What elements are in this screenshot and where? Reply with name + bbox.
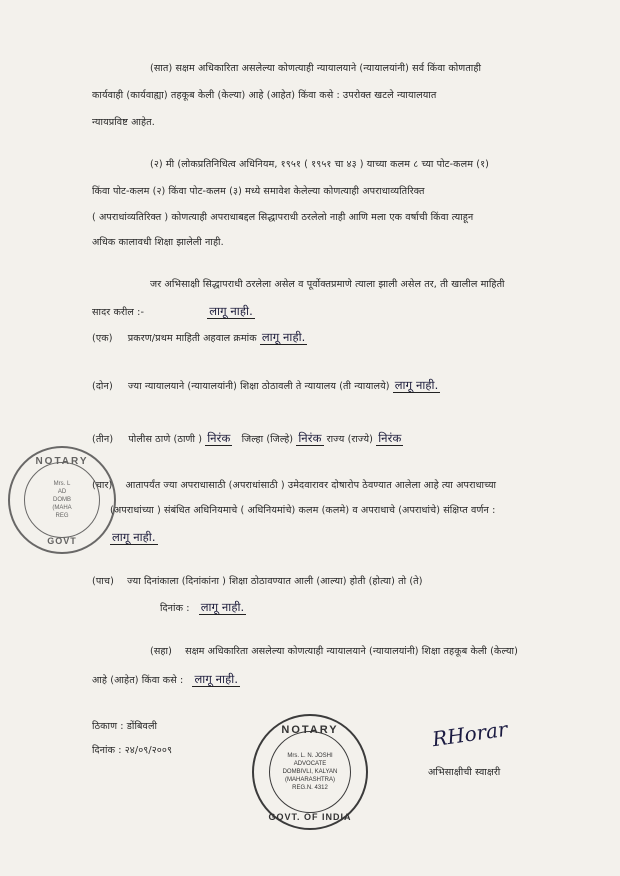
- item-teen-state-answer: निरंक: [378, 431, 402, 445]
- para-2-line4: अधिक कालावधी शिक्षा झालेली नाही.: [92, 237, 224, 248]
- intro-line1: जर अभिसाक्षी सिद्धापराधी ठरलेला असेल व पूर्वोक्तप्रमाणे त्याला झाली असेल तर, ती खालील माहिती: [150, 279, 505, 290]
- notary-stamp-line5: REG.N. 4312: [292, 785, 328, 791]
- item-pach-line1: [92, 575, 423, 589]
- notary-stamp-partial-bottom: GOVT: [47, 536, 77, 546]
- item-teen-district-answer: निरंक: [298, 431, 322, 445]
- item-pach-label: (पाच): [92, 576, 114, 587]
- notary-stamp: [252, 714, 368, 830]
- intro-line2-text: सादर करील :-: [92, 307, 145, 318]
- notary-stamp-partial-line4: (MAHA: [52, 505, 72, 511]
- item-char-text1: आतापर्यंत ज्या अपराधासाठी (अपराधांसाठी ) उमेदवारावर दोषारोप ठेवण्यात आलेला आहे त्या अपराधाच्या: [125, 480, 497, 491]
- para-saha-line2: कार्यवाही (कार्यवाह्या) तहकूब केली (केल्या) आहे (आहेत) किंवा कसे : उपरोक्त खटले न्यायालयात: [92, 90, 437, 101]
- item-teen-district: जिल्हा (जिल्हे): [241, 434, 294, 445]
- item-teen-label: (तीन): [92, 434, 114, 445]
- footer-place: ठिकाण : डोंबिवली: [92, 721, 158, 732]
- item-char-line1: [92, 479, 496, 493]
- notary-stamp-partial-line5: REG: [55, 513, 69, 519]
- item-ek: [92, 330, 307, 346]
- notary-stamp-top: NOTARY: [281, 724, 339, 736]
- item-char-label: (चार): [92, 480, 113, 491]
- item-saha-answer: लागू नाही.: [194, 672, 239, 686]
- para-saha-line1: (सात) सक्षम अधिकारिता असलेल्या कोणत्याही न्यायालयाने (न्यायालयांनी) सर्व किंवा कोणताही: [150, 63, 482, 74]
- item-saha-text: सक्षम अधिकारिता असलेल्या कोणत्याही न्यायालयाने (न्यायालयांनी) शिक्षा तहकूब केली (केल्या): [185, 646, 518, 657]
- intro-answer: लागू नाही.: [209, 304, 253, 318]
- item-don-label: (दोन): [92, 381, 113, 392]
- item-char-answer-line: [110, 530, 158, 546]
- notary-stamp-partial: [8, 446, 116, 554]
- item-ek-text: प्रकरण/प्रथम माहिती अहवाल क्रमांक: [127, 333, 257, 344]
- para-2-line3: ( अपराधांव्यतिरिक्त ) कोणत्याही अपराधाबद्दल सिद्धापराधी ठरलेलो नाही आणि मला एक वर्षाची किंवा त्याहून: [92, 212, 474, 223]
- item-don-answer: लागू नाही.: [394, 378, 439, 392]
- item-don-text: ज्या न्यायालयाने (न्यायालयांनी) शिक्षा ठोठावली ते न्यायालय (ती न्यायालये): [127, 381, 390, 392]
- item-don: [92, 378, 440, 394]
- item-pach-answer: लागू नाही.: [200, 600, 245, 614]
- item-saha-line1: [150, 645, 518, 659]
- para-2-line2: किंवा पोट-कलम (२) किंवा पोट-कलम (३) मध्ये समावेश केलेल्या कोणत्याही अपराधाव्यतिरिक्त: [92, 186, 425, 197]
- item-char-line2: (अपराधांच्या ) संबंधित अधिनियमाचे ( अधिनियमांचे) कलम (कलमे) व अपराधाचे (अपराधांचे) संक्षिप्त वर्णन :: [110, 505, 496, 516]
- item-pach-date-line: [160, 600, 246, 616]
- item-teen-police: पोलीस ठाणे (ठाणी ): [128, 434, 203, 445]
- notary-stamp-partial-line1: Mrs. L: [53, 481, 71, 487]
- item-teen-state: राज्य (राज्ये): [326, 434, 374, 445]
- para-2-line1: (२) मी (लोकप्रतिनिधित्व अधिनियम, १९५१ ( १९५१ चा ४३ ) याच्या कलम ८ च्या पोट-कलम (१): [150, 159, 490, 170]
- item-ek-label: (एक): [92, 333, 113, 344]
- footer-date: दिनांक : २४/०९/२००९: [92, 745, 173, 756]
- item-pach-text: ज्या दिनांकाला (दिनांकांना ) शिक्षा ठोठावण्यात आली (आल्या) होती (होत्या) तो (ते): [127, 576, 423, 587]
- intro-line2: [92, 304, 255, 320]
- notary-stamp-partial-inner: [24, 462, 101, 539]
- notary-stamp-line4: (MAHARASHTRA): [284, 777, 335, 783]
- item-saha-text2: आहे (आहेत) किंवा कसे :: [92, 675, 184, 686]
- notary-stamp-line3: DOMBIVLI, KALYAN: [282, 769, 338, 775]
- notary-stamp-partial-line3: DOMB: [53, 497, 71, 503]
- notary-stamp-bottom: GOVT. OF INDIA: [268, 812, 352, 822]
- notary-stamp-line1: Mrs. L. N. JOSHI: [287, 753, 333, 759]
- item-saha-line2: [92, 672, 240, 688]
- item-ek-answer: लागू नाही.: [261, 330, 306, 344]
- signature-label: अभिसाक्षीची स्वाक्षरी: [428, 767, 501, 778]
- item-saha-label: (सहा): [150, 646, 172, 657]
- item-pach-date-label: दिनांक :: [160, 603, 190, 614]
- notary-stamp-partial-top: NOTARY: [35, 456, 89, 467]
- item-char-answer: लागू नाही.: [112, 530, 156, 544]
- para-saha-line3: न्यायप्रविष्ट आहेत.: [92, 117, 155, 128]
- notary-stamp-partial-line2: AD: [57, 489, 67, 495]
- signature: RHorar: [430, 716, 509, 752]
- item-teen-police-answer: निरंक: [207, 431, 231, 445]
- notary-stamp-inner: [269, 731, 352, 814]
- item-teen: [92, 431, 403, 447]
- notary-stamp-line2: ADVOCATE: [293, 761, 327, 767]
